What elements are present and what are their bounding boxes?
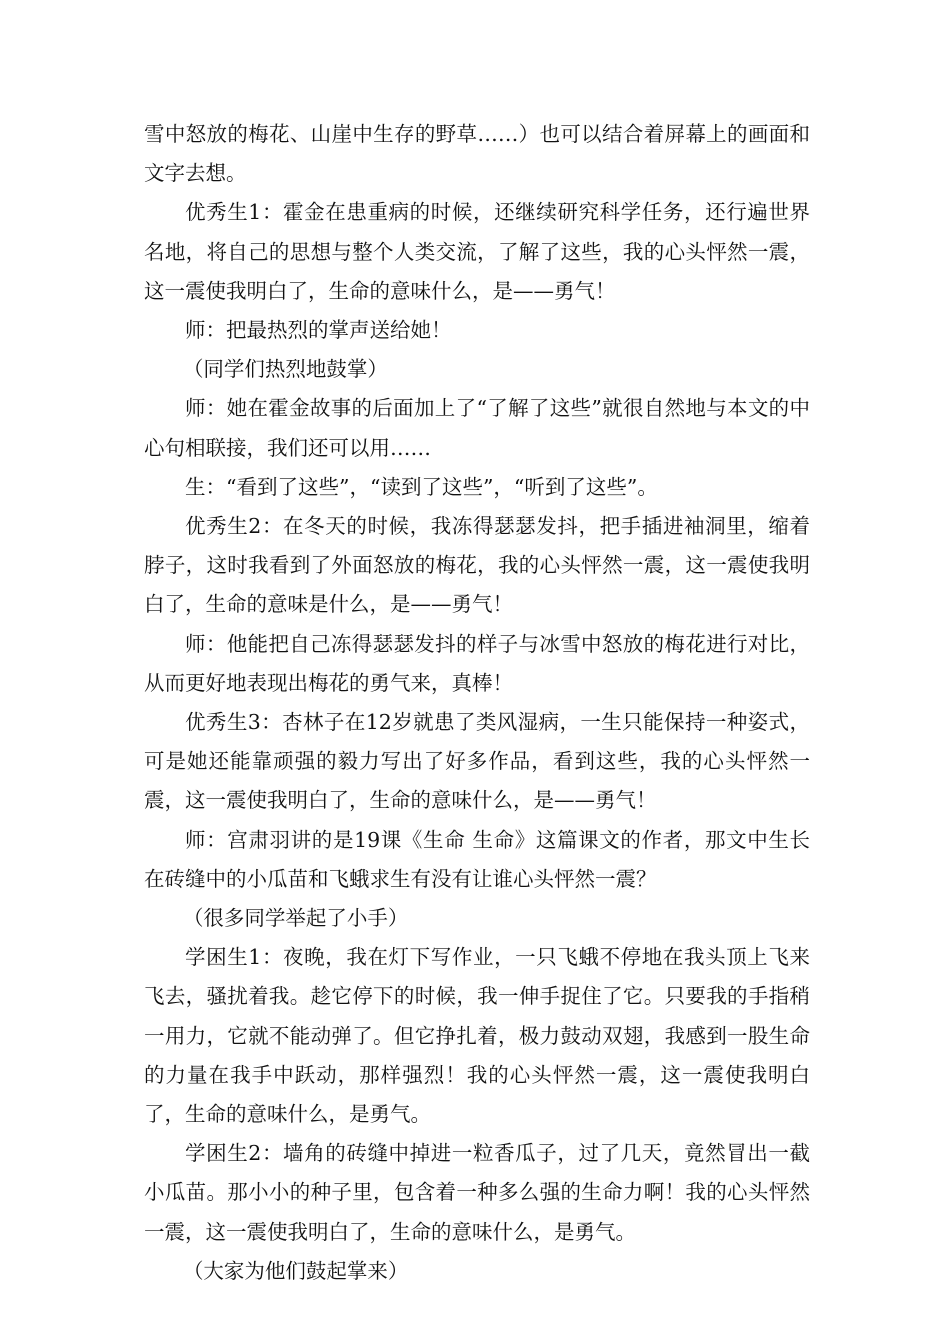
stage-direction-applause: （同学们热烈地鼓掌） bbox=[182, 357, 388, 382]
paragraph-continuation: 雪中怒放的梅花、山崖中生存的野草……）也可以结合着屏幕上的画面和文字去想。 bbox=[144, 122, 810, 186]
paragraph-struggling-student-1: 学困生1：夜晚，我在灯下写作业，一只飞蛾不停地在我头顶上飞来飞去，骚扰着我。趁它停下的时候，我一伸手捉住了它。只要我的手指稍一用力，它就不能动弹了。但它挣扎着，极力鼓动双翅，我感到一股生命的力量在我手中跃动，那样强烈！我的心头怦然一震，这一震使我明白了，生命的意味什么，是勇气。 bbox=[144, 945, 810, 1127]
paragraph-excellent-student-3: 优秀生3：杏林子在12岁就患了类风湿病，一生只能保持一种姿式，可是她还能靠顽强的毅力写出了好多作品，看到这些，我的心头怦然一震，这一震使我明白了，生命的意味什么，是——勇气！ bbox=[144, 710, 810, 813]
paragraph-excellent-student-1: 优秀生1：霍金在患重病的时候，还继续研究科学任务，还行遍世界名地，将自己的思想与整个人类交流，了解了这些，我的心头怦然一震，这一震使我明白了，生命的意味什么，是——勇气！ bbox=[144, 200, 810, 303]
paragraph-teacher-applause: 师：把最热烈的掌声送给她！ bbox=[185, 318, 452, 343]
paragraph-teacher-comment-2: 师：他能把自己冻得瑟瑟发抖的样子与冰雪中怒放的梅花进行对比，从而更好地表现出梅花的勇气来，真棒！ bbox=[144, 631, 810, 695]
stage-direction-hands-raised: （很多同学举起了小手） bbox=[182, 906, 409, 931]
paragraph-excellent-student-2: 优秀生2：在冬天的时候，我冻得瑟瑟发抖，把手插进袖洞里，缩着脖子，这时我看到了外面怒放的梅花，我的心头怦然一震，这一震使我明白了，生命的意味是什么，是——勇气！ bbox=[144, 514, 810, 617]
paragraph-students-reply: 生：“看到了这些”，“读到了这些”，“听到了这些”。 bbox=[185, 474, 658, 499]
paragraph-teacher-comment-1: 师：她在霍金故事的后面加上了“了解了这些”就很自然地与本文的中心句相联接，我们还可以用…… bbox=[144, 396, 810, 460]
paragraph-teacher-question: 师：宫肃羽讲的是19课《生命 生命》这篇课文的作者，那文中生长在砖缝中的小瓜苗和飞蛾求生有没有让谁心头怦然一震？ bbox=[144, 827, 810, 891]
paragraph-struggling-student-2: 学困生2：墙角的砖缝中掉进一粒香瓜子，过了几天，竟然冒出一截小瓜苗。那小小的种子里，包含着一种多么强的生命力啊！我的心头怦然一震，这一震使我明白了，生命的意味什么，是勇气。 bbox=[144, 1141, 810, 1244]
stage-direction-clapping: （大家为他们鼓起掌来） bbox=[182, 1258, 409, 1283]
document-page bbox=[144, 115, 810, 1291]
